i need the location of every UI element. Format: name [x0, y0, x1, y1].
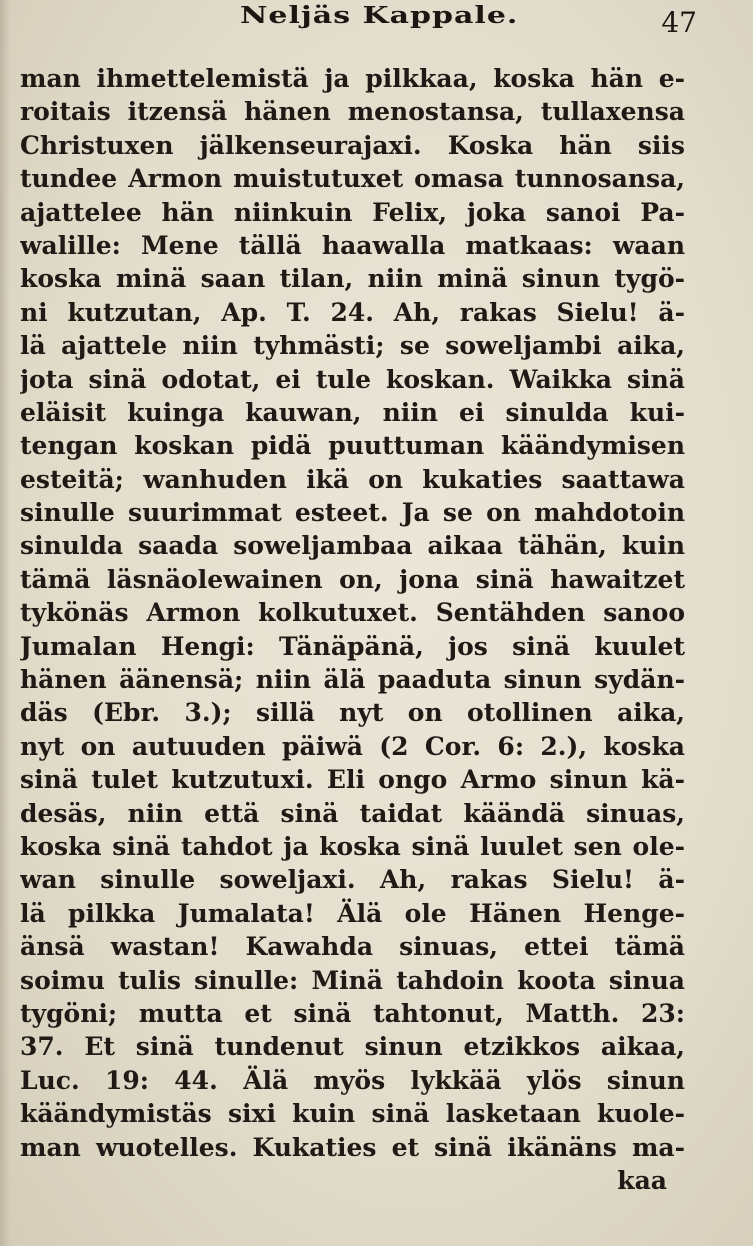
text-line: wan sinulle soweljaxi. Ah, rakas Sielu! ä- [20, 865, 685, 895]
text-line: tämä läsnäolewainen on, jona sinä hawaitzet [20, 564, 685, 594]
text-line: änsä wastan! Kawahda sinuas, ettei tämä [20, 932, 685, 962]
text-line: sinulle suurimmat esteet. Ja se on mahdotoin [20, 498, 685, 528]
text-line: lä pilkka Jumalata! Älä ole Hänen Henge- [20, 898, 685, 928]
text-line: sinä tulet kutzutuxi. Eli ongo Armo sinun kä- [20, 765, 685, 795]
text-line: esteitä; wanhuden ikä on kukaties saattawa [20, 464, 685, 494]
text-line: tykönäs Armon kolkutuxet. Sentähden sanoo [20, 598, 685, 628]
text-line: däs (Ebr. 3.); sillä nyt on otollinen aika, [20, 698, 685, 728]
text-line: nyt on autuuden päiwä (2 Cor. 6: 2.), koska [20, 731, 685, 761]
text-line: man ihmettelemistä ja pilkkaa, koska hän e- [20, 64, 685, 93]
text-line: ni kutzutan, Ap. T. 24. Ah, rakas Sielu! ä- [20, 297, 685, 327]
text-line: ajattelee hän niinkuin Felix, joka sanoi Pa- [20, 197, 685, 227]
text-line: tengan koskan pidä puuttuman käändymisen [20, 431, 685, 461]
text-line: koska minä saan tilan, niin minä sinun tygö- [20, 264, 685, 294]
page-number: 47 [661, 6, 697, 39]
text-line: Luc. 19: 44. Älä myös lykkää ylös sinun [20, 1065, 685, 1095]
text-line: lä ajattele niin tyhmästi; se soweljambi aika, [20, 331, 685, 361]
text-line: soimu tulis sinulle: Minä tahdoin koota sinua [20, 965, 685, 995]
text-line: koska sinä tahdot ja koska sinä luulet sen ole- [20, 831, 685, 861]
text-line: tygöni; mutta et sinä tahtonut, Matth. 23: [20, 998, 685, 1028]
text-line: Jumalan Hengi: Tänäpänä, jos sinä kuulet [20, 631, 685, 661]
text-line: jota sinä odotat, ei tule koskan. Waikka sinä [20, 364, 685, 394]
text-line: sinulda saada soweljambaa aikaa tähän, kuin [20, 531, 685, 561]
running-head [0, 2, 753, 42]
text-line: käändymistäs sixi kuin sinä lasketaan kuole- [20, 1099, 685, 1129]
text-line: Christuxen jälkenseurajaxi. Koska hän siis [20, 130, 685, 160]
text-line: hänen äänensä; niin älä paaduta sinun sydän- [20, 665, 685, 695]
text-line: desäs, niin että sinä taidat käändä sinuas, [20, 798, 685, 828]
text-line: tundee Armon muistutuxet omasa tunnosansa, [20, 164, 685, 194]
text-line: walille: Mene tällä haawalla matkaas: waan [20, 230, 685, 260]
catchword: kaa [617, 1165, 667, 1195]
text-line: 37. Et sinä tundenut sinun etzikkos aikaa, [20, 1032, 685, 1062]
text-line: man wuotelles. Kukaties et sinä ikänäns ma- [20, 1132, 685, 1162]
text-line: roitais itzensä hänen menostansa, tullaxensa [20, 97, 685, 127]
text-line: eläisit kuinga kauwan, niin ei sinulda kui- [20, 397, 685, 427]
body-text [20, 62, 685, 1197]
running-title: Neljäs Kappale. [240, 2, 519, 30]
